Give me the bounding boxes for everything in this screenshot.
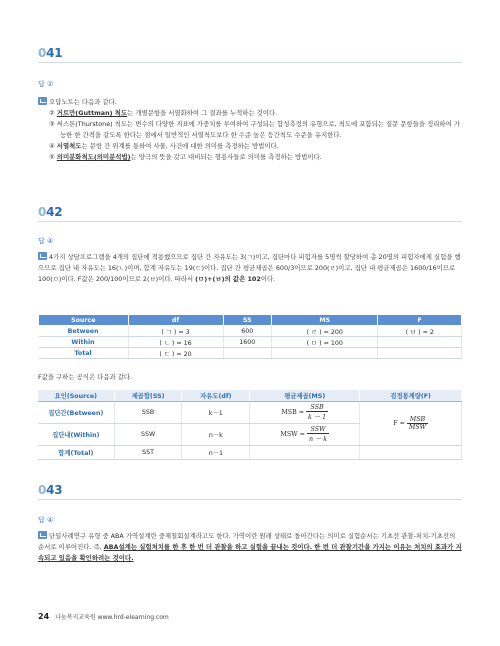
- f-formula-table: [38, 390, 462, 460]
- table-header: 요인(Source): [38, 390, 114, 401]
- question-number-43: 043: [38, 483, 63, 497]
- publisher: 나눔복지교육원 www.hrd-elearning.com: [55, 614, 169, 621]
- table-header: F: [378, 315, 462, 326]
- question-number-42: 042: [38, 205, 63, 219]
- explanation-41: 오답노트는 다음과 같다. ② 거트만(Guttman) 척도는 개별문항을 서열화하여 그 결과를 누적하는 것이다. ③ 써스톤(Thurstone) 척도는 변수의 다양한 지표에 가중치를 부여하여 구성되는 합성측정의 유형으로, 척도에 포함되는 질문 문항들을 정리하여 가능한 한 간격을 같도록 한다는 점에서 일반적인 서열척도보다 한 수준 높은 등간척도 수준을 유지한다. ④ 서열척도는 문항 간 위계를 통하여 사물, 사건에 대한 의미를 측정하는 방법이다. ⑤ 의미분화척도(의미분석법)는 양극의 뜻을 갖고 대비되는 형용사들로 의미를 측정하는 방법이다.: [38, 97, 462, 163]
- table-header: SS: [223, 315, 272, 326]
- explanation-icon: [38, 531, 47, 539]
- formula-intro: F값을 구하는 공식은 다음과 같다.: [38, 373, 133, 381]
- answer-42: 답 ④: [38, 237, 54, 245]
- explanation-icon: [38, 252, 47, 260]
- anova-table: [38, 314, 462, 359]
- explanation-42: 4가지 상담프로그램을 4개의 집단에 적용했으므로 집단 간 자유도는 3(ㄱ)이고, 집단마다 피험자를 5명씩 할당하여 총 20명의 피험자에게 실험을 했으므로 집단 내 자유도는 16(ㄴ)이며, 합계 자유도는 19(ㄷ)이다. 집단 간 평균제곱은 600/3이므로 200(ㄹ)이고, 집단 내 평균제곱은 1600/16이므로 100(ㅁ)이다. F값은 200/100이므로 2(ㅂ)이다. 따라서 (ㅁ)+(ㅂ)의 값은 102이다.: [38, 253, 461, 283]
- table-row: Within ( ㄴ ) = 16 1600 ( ㅁ ) = 100: [39, 337, 462, 348]
- table-header: 평균제곱(MS): [250, 390, 360, 401]
- table-row: 집단내(Within) SSW n－k MSW = $\frac{\text{SSW}}{n - k}$: [38, 423, 462, 445]
- item-41-3: ③ 써스톤(Thurstone) 척도는 변수의 다양한 지표에 가중치를 부여하여 구성되는 합성측정의 유형으로, 척도에 포함되는 질문 문항들을 정리하여 가능한 한 간격을 같도록 한다는 점에서 일반적인 서열척도보다 한 수준 높은 등간척도 수준을 유지한다.: [49, 120, 460, 139]
- msw-formula: MSW = $\frac{\text{SSW}}{n - k}$: [250, 423, 360, 445]
- footer: [38, 612, 169, 621]
- table-row: Between ( ㄱ ) = 3 600 ( ㄹ ) = 200 ( ㅂ ) = 2: [39, 326, 462, 337]
- item-41-2: ② 거트만(Guttman) 척도는 개별문항을 서열화하여 그 결과를 누적하는 것이다.: [49, 109, 278, 117]
- divider: [38, 221, 462, 222]
- answer-43: 답 ④: [38, 516, 54, 524]
- table-header: 제곱합(SS): [114, 390, 182, 401]
- table-header: df: [128, 315, 223, 326]
- item-41-5: ⑤ 의미분화척도(의미분석법)는 양극의 뜻을 갖고 대비되는 형용사들로 의미를 측정하는 방법이다.: [49, 153, 322, 161]
- explanation-43: 단일사례연구 유형 중 ABA 가역설계란 중재철회설계라고도 한다. 가역이란 원래 상태로 돌아간다는 의미로 실험순서는 기초선 관찰-처치-기초선의 순서로 이루어진다. 즉, ABA설계는 실험처치를 한 후 한 번 더 관찰을 하고 실험을 끝내는 것이다. 한 번 더 관찰기간을 가지는 이유는 처치의 효과가 지속되고 있음을 확인하려는 것이다.: [38, 532, 462, 562]
- f-formula: F = $\frac{\text{MSB}}{\text{MSW}}$: [360, 401, 462, 445]
- msb-formula: MSB = $\frac{\text{SSB}}{k - 1}$: [250, 401, 360, 423]
- divider: [38, 62, 462, 63]
- table-row: Total ( ㄷ ) = 20: [39, 348, 462, 359]
- explanation-icon: [38, 97, 47, 105]
- table-header: MS: [272, 315, 378, 326]
- table-header: 자유도(df): [182, 390, 250, 401]
- answer-41: 답 ①: [38, 80, 54, 88]
- table-header: Source: [39, 315, 129, 326]
- table-row: 합계(Total) SST n－1: [38, 445, 462, 459]
- divider: [38, 499, 462, 500]
- item-41-4: ④ 서열척도는 문항 간 위계를 통하여 사물, 사건에 대한 의미를 측정하는 방법이다.: [49, 142, 279, 150]
- table-header: 검정통계량(F): [360, 390, 462, 401]
- table-row: 집단간(Between) SSB k－1 MSB = $\frac{\text{SSB}}{k - 1}$ F = $\frac{\text{MSB}}{\text{MSW}}$: [38, 401, 462, 423]
- question-number-41: 041: [38, 46, 63, 60]
- page-number: 24: [38, 612, 50, 621]
